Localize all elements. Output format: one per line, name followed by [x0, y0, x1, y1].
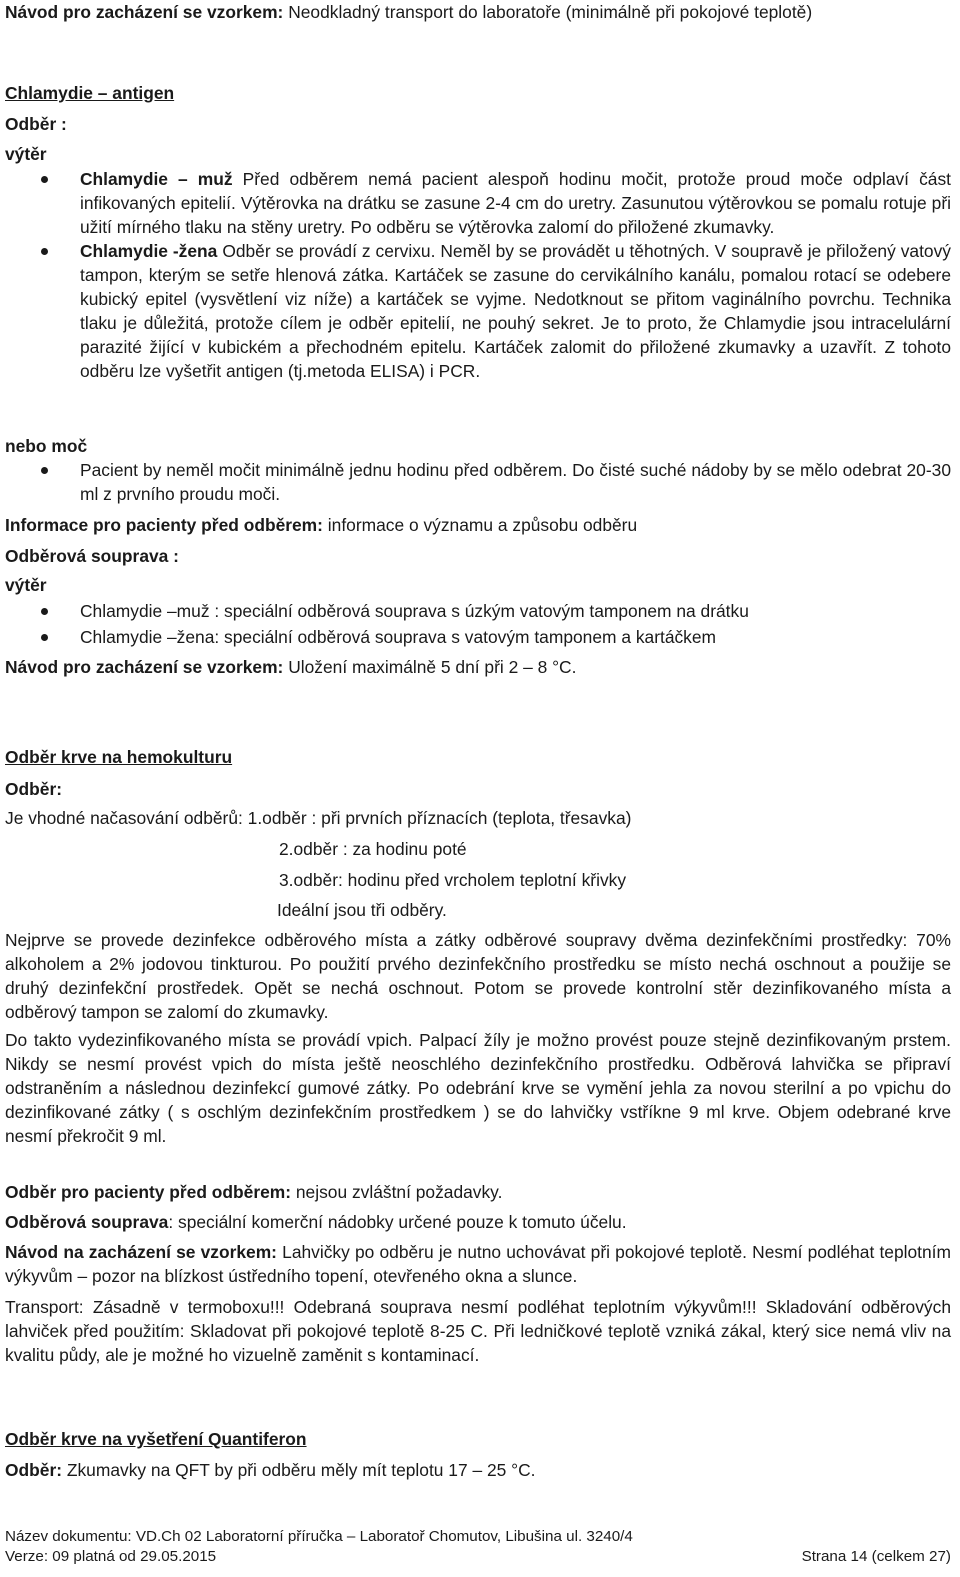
muz-text: Před odběrem nemá pacient alespoň hodinu močit, protože proud moče odplaví část infikovaných epitelií. Výtěrovka na drátku se zasune 2-4 cm do uretry. Zasunutou výtěrovkou se pomalu rotuje při užití mírného tlaku na stěny uretry. Po odběru se výtěrovka zalomí do přiložené zkumavky. [80, 169, 951, 237]
souprava-text: : speciální komerční nádobky určené pouze k tomuto účelu. [168, 1212, 627, 1232]
chlamydie-souprava-label: Odběrová souprava : [5, 546, 179, 566]
quantiferon-odber-text: Zkumavky na QFT by při odběru měly mít teplotu 17 – 25 °C. [66, 1460, 536, 1480]
timing-line-3: 3.odběr: hodinu před vrcholem teplotní křivky [279, 870, 627, 890]
chlamydie-souprava-vyter: výtěr [5, 575, 47, 595]
handling-text: Uložení maximálně 5 dní při 2 – 8 °C. [288, 657, 577, 677]
quantiferon-odber-line [5, 1458, 536, 1482]
hemokultura-navod-line [5, 1240, 951, 1288]
page-footer [5, 1527, 951, 1567]
muz-label: Chlamydie – muž [80, 169, 233, 189]
timing-line-4: Ideální jsou tři odběry. [277, 900, 447, 920]
pacienty-label: Odběr pro pacienty před odběrem: [5, 1182, 292, 1202]
footer-row [5, 1547, 951, 1567]
hemokultura-odber-label: Odběr: [5, 779, 63, 799]
quantiferon-heading: Odběr krve na vyšetření Quantiferon [5, 1429, 307, 1449]
list-item: Pacient by neměl močit minimálně jednu hodinu před odběrem. Do čisté suché nádoby by se mělo odebrat 20-30 ml z prvního proudu moči. [5, 458, 951, 506]
quantiferon-odber-label: Odběr: [5, 1460, 63, 1480]
hemokultura-para-2: Do takto vydezinfikovaného místa se provádí vpich. Palpací žíly je možno provést pouze stejně dezinfikovaným prstem. Nikdy se nesmí provést vpich do místa ještě neoschlého dezinfekčního prostředku. Odběrová lahvička se připraví odstraněním a následnou dezinfekcí gumové zátky. Po odebrání krve se vymění jehla za novou sterilní a po vpichu do dezinfikované zátky ( s oschlým dezinfekčním prostředkem ) se do lahvičky vstříkne 9 ml krve. Objem odebrané krve nesmí překročit 9 ml. [5, 1030, 951, 1146]
hemokultura-para-1: Nejprve se provede dezinfekce odběrového místa a zátky odběrové soupravy dvěma dezinfekčními prostředky: 70% alkoholem a 2% jodovou tinkturou. Po použití prvého dezinfekčního prostředku se místo nechá oschnout a použije se druhý dezinfekční prostředek. Opět se nechá oschnout. Potom se provede kontrolní stěr dezinfikovaného místa a odběrový tampon se zalomí do zkumavky. [5, 930, 951, 1022]
timing-line-1: Je vhodné načasování odběrů: 1.odběr : při prvních příznacích (teplota, třesavka) [5, 808, 632, 828]
list-item: Chlamydie –muž : speciální odběrová souprava s úzkým vatovým tamponem na drátku [5, 599, 951, 623]
footer-doc-name: Název dokumentu: VD.Ch 02 Laboratorní příručka – Laboratoř Chomutov, Libušina ul. 3240/4 [5, 1528, 633, 1545]
nebo-moc-label: nebo moč [5, 436, 88, 456]
list-item [5, 239, 951, 383]
chlamydie-odber-label: Odběr : [5, 114, 67, 134]
moc-list [5, 458, 951, 506]
intro-handling-label: Návod pro zacházení se vzorkem: [5, 2, 284, 22]
hemokultura-heading: Odběr krve na hemokulturu [5, 747, 233, 767]
chlamydie-handling-line [5, 655, 576, 679]
chlamydie-heading: Chlamydie – antigen [5, 83, 175, 103]
intro-handling-text: Neodkladný transport do laboratoře (minimálně při pokojové teplotě) [288, 2, 813, 22]
handling-label: Návod pro zacházení se vzorkem: [5, 657, 284, 677]
souprava-label: Odběrová souprava [5, 1212, 169, 1232]
footer-version: Verze: 09 platná od 29.05.2015 [5, 1548, 217, 1565]
hemokultura-souprava-line [5, 1210, 627, 1234]
footer-page-number: Strana 14 (celkem 27) [801, 1548, 951, 1565]
zena-label: Chlamydie -žena [80, 241, 218, 261]
hemokultura-transport: Transport: Zásadně v termoboxu!!! Odebraná souprava nesmí podléhat teplotním výkyvům!!! Skladování odběrových lahviček před použitím: Skladovat při pokojové teplotě 8-25 C. Při ledničkové teplotě vzniká zákal, který sice nemá vliv na kvalitu půdy, ale je možné ho vizuelně zaměnit s kontaminací. [5, 1297, 951, 1365]
hemokultura-pacienty-line [5, 1180, 502, 1204]
souprava-list [5, 599, 951, 649]
chlamydie-info-line [5, 513, 637, 537]
zena-text: Odběr se provádí z cervixu. Neměl by se provádět u těhotných. V soupravě je přiložený vatový tampon, kterým se setře hlenová zátka. Kartáček se zasune do cervikálního kanálu, pomalou rotací se odebere kubický epitel (vysvětlení viz níže) a kartáček se vyjme. Nedotknout se přitom vaginálního povrchu. Technika tlaku je důležitá, protože cílem je odběr epitelií, ne pouhý sekret. Je to proto, že Chlamydie jsou intracelulární parazité žijící v kubickém a přechodném epitelu. Kartáček zalomit do přiložené zkumavky a uzavřít. Z tohoto odběru lze vyšetřit antigen (tj.metoda ELISA) i PCR. [80, 241, 951, 381]
chlamydie-intro-handling [5, 0, 951, 24]
list-item: Chlamydie –žena: speciální odběrová souprava s vatovým tamponem a kartáčkem [5, 625, 951, 649]
navod-label: Návod na zacházení se vzorkem: [5, 1242, 277, 1262]
info-text: informace o významu a způsobu odběru [327, 515, 638, 535]
info-label: Informace pro pacienty před odběrem: [5, 515, 323, 535]
chlamydie-vyter-label: výtěr [5, 144, 47, 164]
list-item [5, 167, 951, 239]
timing-line-2: 2.odběr : za hodinu poté [279, 839, 467, 859]
navod-text: Lahvičky po odběru je nutno uchovávat při pokojové teplotě. Nesmí podléhat teplotním výkyvům – pozor na blízkost ústředního topení, otevřeného okna a slunce. [5, 1242, 951, 1286]
chlamydie-odber-list [5, 167, 951, 383]
pacienty-text: nejsou zvláštní požadavky. [295, 1182, 503, 1202]
